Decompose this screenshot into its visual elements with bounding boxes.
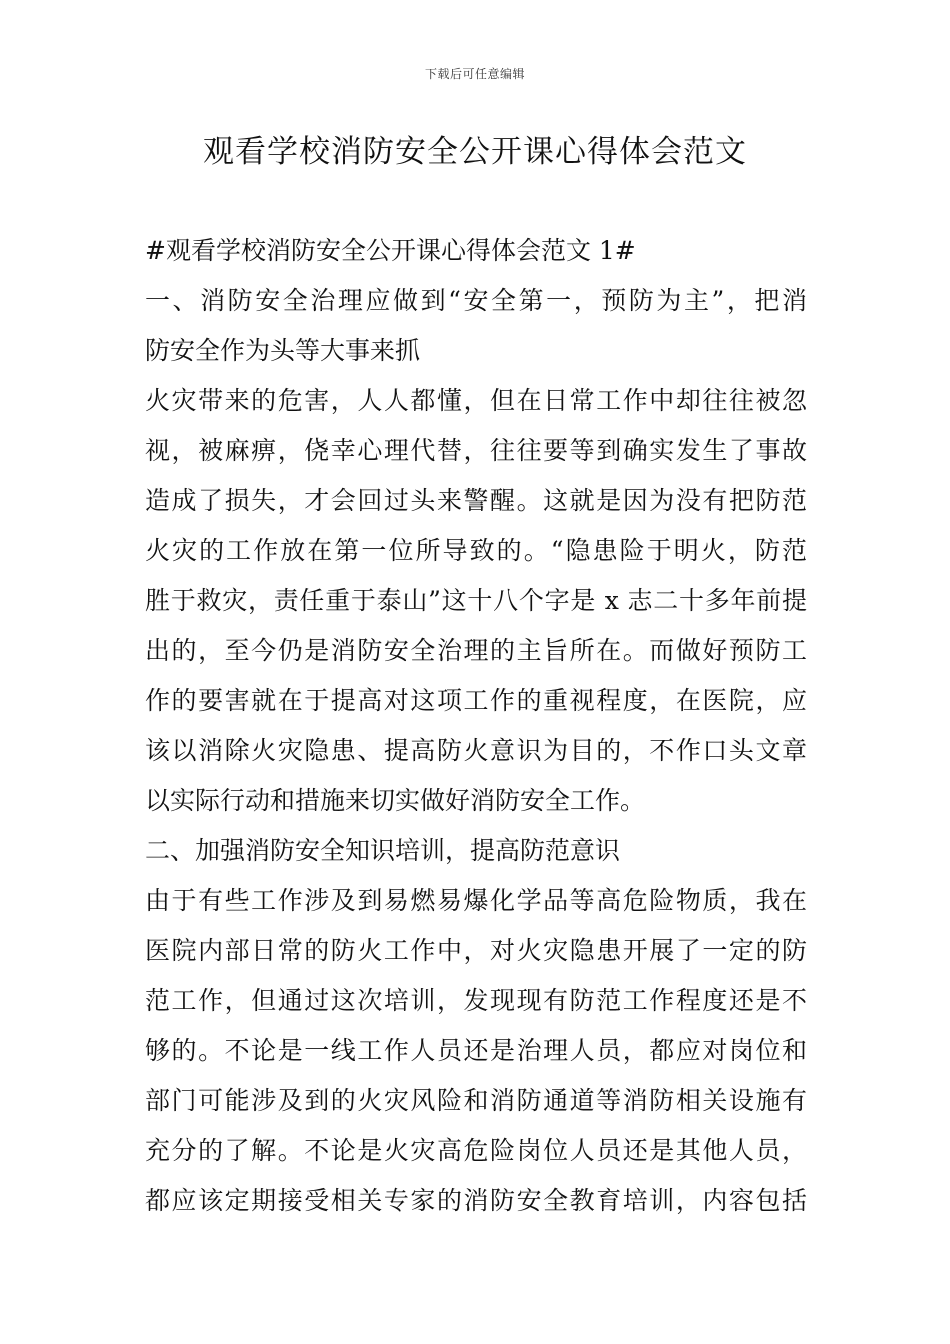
text-line: 火灾的工作放在第一位所导致的。“隐患险于明火，防范 [145,536,807,565]
text-line: 一、消防安全治理应做到“安全第一，预防为主”，把消 [145,286,807,315]
text-line: 作的要害就在于提高对这项工作的重视程度，在医院，应 [145,686,807,715]
text-line: #观看学校消防安全公开课心得体会范文 1# [145,236,636,265]
text-line: 医院内部日常的防火工作中，对火灾隐患开展了一定的防 [145,936,807,965]
text-line: 造成了损失，才会回过头来警醒。这就是因为没有把防范 [145,486,807,515]
text-line: 充分的了解。不论是火灾高危险岗位人员还是其他人员， [145,1136,807,1165]
text-line: 视，被麻痹，侥幸心理代替，往往要等到确实发生了事故 [145,436,807,465]
text-line: 都应该定期接受相关专家的消防安全教育培训，内容包括 [145,1186,807,1215]
text-line: 该以消除火灾隐患、提高防火意识为目的，不作口头文章 [145,736,807,765]
text-line: 防安全作为头等大事来抓 [145,336,421,365]
document-title: 观看学校消防安全公开课心得体会范文 [203,134,747,170]
text-line: 火灾带来的危害，人人都懂，但在日常工作中却往往被忽 [145,386,807,415]
text-line: 由于有些工作涉及到易燃易爆化学品等高危险物质，我在 [145,886,807,915]
text-line: 范工作，但通过这次培训，发现现有防范工作程度还是不 [145,986,807,1015]
text-line: 以实际行动和措施来切实做好消防安全工作。 [145,786,646,815]
document-body [145,226,807,1226]
text-line: 胜于救灾，责任重于泰山”这十八个字是 x 志二十多年前提 [145,586,807,615]
text-line: 出的，至今仍是消防安全治理的主旨所在。而做好预防工 [145,636,807,665]
text-line: 部门可能涉及到的火灾风险和消防通道等消防相关设施有 [145,1086,807,1115]
text-line: 二、加强消防安全知识培训，提高防范意识 [145,836,621,865]
text-line: 够的。不论是一线工作人员还是治理人员，都应对岗位和 [145,1036,807,1065]
header-note: 下载后可任意编辑 [424,67,525,81]
